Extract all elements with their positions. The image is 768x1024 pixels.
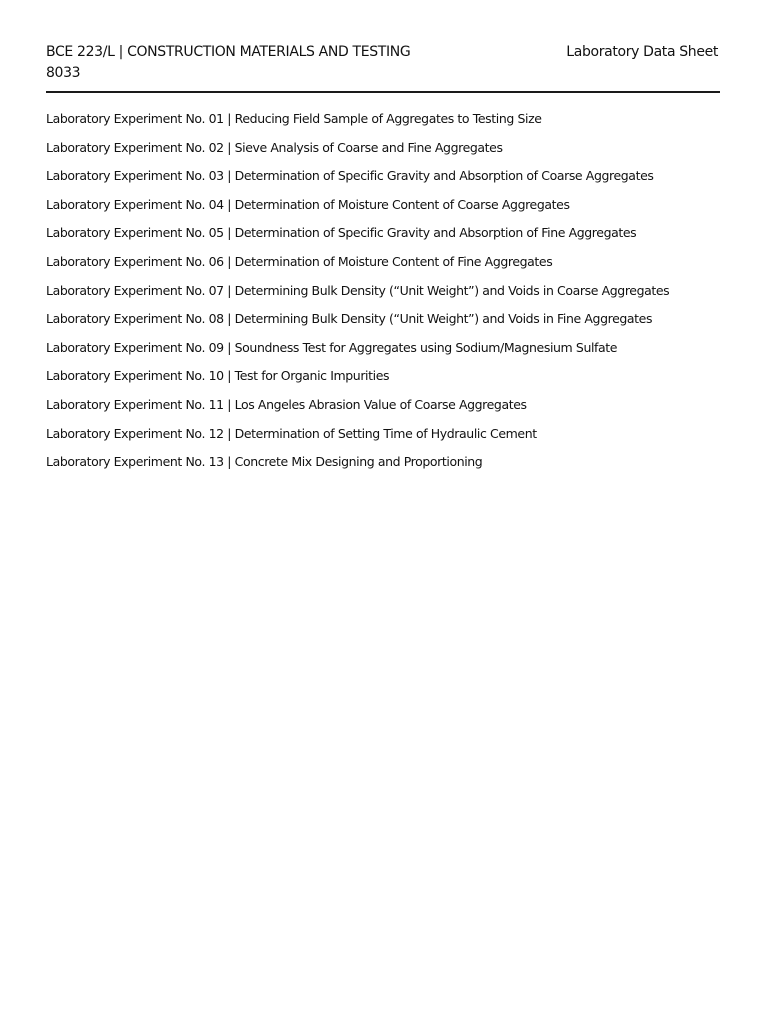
- experiment-item: Laboratory Experiment No. 13 | Concrete Mix Designing and Proportioning: [46, 454, 483, 470]
- experiment-item: Laboratory Experiment No. 03 | Determination of Specific Gravity and Absorption of Coarse Aggregates: [46, 168, 654, 184]
- experiment-item: Laboratory Experiment No. 06 | Determination of Moisture Content of Fine Aggregates: [46, 253, 553, 269]
- course-title: BCE 223/L | CONSTRUCTION MATERIALS AND TESTING: [46, 44, 411, 60]
- experiment-item: Laboratory Experiment No. 10 | Test for Organic Impurities: [46, 368, 390, 384]
- experiment-item: Laboratory Experiment No. 05 | Determination of Specific Gravity and Absorption of Fine Aggregates: [46, 225, 637, 241]
- experiment-item: Laboratory Experiment No. 04 | Determination of Moisture Content of Coarse Aggregates: [46, 196, 570, 212]
- experiment-item: Laboratory Experiment No. 02 | Sieve Analysis of Coarse and Fine Aggregates: [46, 139, 503, 155]
- header-divider: [46, 91, 720, 93]
- experiment-item: Laboratory Experiment No. 07 | Determining Bulk Density (“Unit Weight”) and Voids in Coarse Aggregates: [46, 282, 670, 298]
- document-page: [46, 42, 720, 470]
- course-code: 8033: [46, 65, 81, 81]
- experiment-item: Laboratory Experiment No. 09 | Soundness Test for Aggregates using Sodium/Magnesium Sulfate: [46, 339, 618, 355]
- document-type: Laboratory Data Sheet: [566, 44, 718, 60]
- document-header: [46, 42, 720, 88]
- experiment-item: Laboratory Experiment No. 08 | Determining Bulk Density (“Unit Weight”) and Voids in Fine Aggregates: [46, 311, 653, 327]
- experiment-list: [46, 105, 720, 477]
- experiment-item: Laboratory Experiment No. 12 | Determination of Setting Time of Hydraulic Cement: [46, 425, 537, 441]
- experiment-item: Laboratory Experiment No. 11 | Los Angeles Abrasion Value of Coarse Aggregates: [46, 396, 527, 412]
- experiment-item: Laboratory Experiment No. 01 | Reducing Field Sample of Aggregates to Testing Size: [46, 111, 542, 126]
